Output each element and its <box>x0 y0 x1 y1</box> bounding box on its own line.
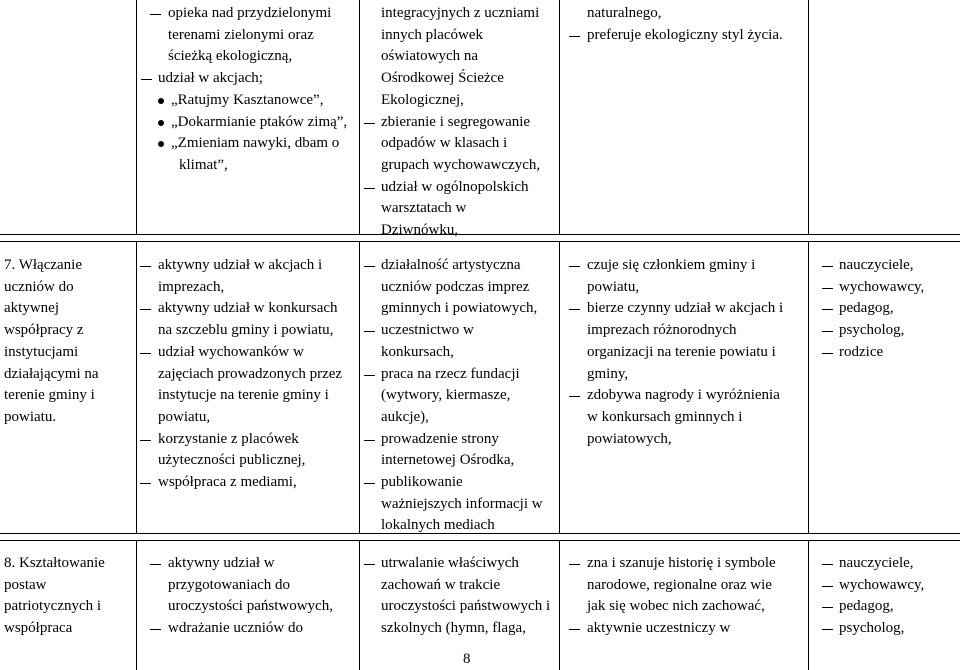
text-line: współpraca z mediami, <box>140 472 355 494</box>
dash-marker <box>141 79 152 80</box>
activities-cell <box>150 553 355 640</box>
text-line: aktywnie uczestniczy w <box>569 618 806 640</box>
text-line: Dziwnówku, <box>381 222 459 239</box>
dash-marker <box>822 331 833 332</box>
text-line: zna i szanuje historię i symbole <box>569 553 806 575</box>
text-line: (wytwory, kiermasze, <box>381 387 511 404</box>
text-line: konkursach, <box>381 343 454 360</box>
text-line: preferuje ekologiczny styl życia. <box>569 25 804 47</box>
text-line: aktywny udział w konkursach <box>140 298 355 320</box>
text-line: innych placówek <box>381 26 484 43</box>
dash-marker <box>569 36 580 37</box>
outcomes-cell <box>569 255 806 450</box>
text-line: przygotowaniach do <box>168 576 291 593</box>
page-number: 8 <box>463 651 471 667</box>
dash-marker <box>140 266 151 267</box>
table-border <box>136 0 137 234</box>
text-line: działalność artystyczna <box>364 255 556 277</box>
activities-cell <box>140 255 355 494</box>
text-line: wdrażanie uczniów do <box>150 618 355 640</box>
dash-marker <box>822 564 833 565</box>
text-line: Ośrodkowej Ścieżce <box>381 70 504 87</box>
text-line: zdobywa nagrody i wyróżnienia <box>569 385 806 407</box>
text-line: gminnych i powiatowych, <box>381 300 538 317</box>
dash-marker <box>569 309 580 310</box>
text-line: patriotycznych i <box>4 598 102 615</box>
table-border <box>136 241 137 533</box>
text-line: współpraca <box>4 620 73 637</box>
dash-marker <box>822 288 833 289</box>
text-line: powiatowych, <box>587 430 672 447</box>
text-line: użyteczności publicznej, <box>158 452 306 469</box>
dash-marker <box>822 629 833 630</box>
responsible-cell <box>822 255 958 364</box>
table-border <box>559 540 560 670</box>
dash-marker <box>822 607 833 608</box>
text-line: integracyjnych z uczniami <box>381 5 540 21</box>
dash-marker <box>364 188 375 189</box>
text-line: wychowawcy, <box>822 575 958 597</box>
text-line: nauczyciele, <box>822 553 958 575</box>
text-line: prowadzenie strony <box>364 429 556 451</box>
dash-marker <box>140 353 151 354</box>
dash-marker <box>822 586 833 587</box>
dash-marker <box>569 629 580 630</box>
dash-marker <box>569 396 580 397</box>
text-line: uczestnictwo w <box>364 320 556 342</box>
text-line: uroczystości państwowych, <box>168 598 333 615</box>
text-line: instytucje na terenie gminy i <box>158 387 329 404</box>
dash-marker <box>150 564 161 565</box>
dash-marker <box>569 266 580 267</box>
text-line: naturalnego, <box>587 5 662 21</box>
text-line: na szczeblu gminy i powiatu, <box>158 322 334 339</box>
text-line: korzystanie z placówek <box>140 429 355 451</box>
text-line: Ekologicznej, <box>381 91 464 108</box>
text-line: 8. Kształtowanie <box>4 555 105 571</box>
text-line: terenie gminy i <box>4 387 95 404</box>
text-line: w konkursach gminnych i <box>587 408 743 425</box>
text-line: pedagog, <box>822 596 958 618</box>
dash-marker <box>150 629 161 630</box>
bullet-marker <box>158 120 164 126</box>
dash-marker <box>140 309 151 310</box>
text-line: wychowawcy, <box>822 277 958 299</box>
dash-marker <box>140 440 151 441</box>
text-line: narodowe, regionalne oraz wie <box>587 576 772 593</box>
table-border <box>0 540 960 541</box>
text-line: szkolnych (hymn, flaga, <box>381 620 526 637</box>
text-line: zachowań w trakcie <box>381 576 501 593</box>
text-line: klimat”, <box>179 156 228 173</box>
text-line: aktywny udział w akcjach i <box>140 255 355 277</box>
dash-marker <box>364 331 375 332</box>
dash-marker <box>569 564 580 565</box>
dash-marker <box>364 564 375 565</box>
methods-cell <box>364 553 558 640</box>
table-border <box>359 540 360 670</box>
dash-marker <box>364 375 375 376</box>
dash-marker <box>364 123 375 124</box>
text-line: zbieranie i segregowanie <box>364 112 554 134</box>
outcomes-cell <box>569 3 804 46</box>
dash-marker <box>140 483 151 484</box>
dash-marker <box>822 353 833 354</box>
dash-marker <box>364 483 375 484</box>
table-border <box>808 241 809 533</box>
methods-cell <box>364 3 554 242</box>
text-line: powiatu. <box>4 408 57 425</box>
text-line: aktywny udział w <box>150 553 355 575</box>
text-line: oświatowych na <box>381 48 479 65</box>
text-line: odpadów w klasach i <box>381 135 508 152</box>
text-line: aktywnej <box>4 300 59 317</box>
table-border <box>559 241 560 533</box>
text-line: imprezach, <box>158 278 225 295</box>
text-line: rodzice <box>822 342 958 364</box>
text-line: warsztatach w <box>381 200 467 217</box>
text-line: opieka nad przydzielonymi <box>150 3 355 25</box>
text-line: powiatu, <box>158 408 211 425</box>
text-line: powiatu, <box>587 278 640 295</box>
dash-marker <box>364 266 375 267</box>
text-line: organizacji na terenie powiatu i <box>587 343 776 360</box>
text-line: uczniów do <box>4 278 74 295</box>
text-line: udział wychowanków w <box>140 342 355 364</box>
methods-cell <box>364 255 556 537</box>
bullet-marker <box>158 98 164 104</box>
text-line: ścieżką ekologiczną, <box>168 48 293 65</box>
dash-marker <box>822 266 833 267</box>
text-line: uczniów podczas imprez <box>381 278 530 295</box>
text-line: praca na rzecz fundacji <box>364 364 556 386</box>
text-line: „Dokarmianie ptaków zimą”, <box>150 112 355 134</box>
outcomes-cell <box>569 553 806 640</box>
text-line: psycholog, <box>822 618 958 640</box>
text-line: instytucjami <box>4 343 79 360</box>
table-border <box>559 0 560 234</box>
text-line: bierze czynny udział w akcjach i <box>569 298 806 320</box>
table-border <box>808 540 809 670</box>
text-line: jak się wobec nich zachować, <box>587 598 765 615</box>
text-line: współpracy z <box>4 322 84 339</box>
text-line: gminy, <box>587 365 629 382</box>
task-title-cell <box>4 553 134 640</box>
text-line: internetowej Ośrodka, <box>381 452 515 469</box>
text-line: zajęciach prowadzonych przez <box>158 365 343 382</box>
text-line: pedagog, <box>822 298 958 320</box>
text-line: udział w ogólnopolskich <box>364 177 554 199</box>
dash-marker <box>822 309 833 310</box>
text-line: psycholog, <box>822 320 958 342</box>
dash-marker <box>364 440 375 441</box>
table-border <box>359 0 360 234</box>
text-line: terenami zielonymi oraz <box>168 26 314 43</box>
text-line: lokalnych mediach <box>381 517 495 534</box>
text-line: uroczystości państwowych i <box>381 598 551 615</box>
task-title-cell <box>4 255 132 429</box>
text-line: działającymi na <box>4 365 99 382</box>
text-line: udział w akcjach; <box>150 68 355 90</box>
responsible-cell <box>822 553 958 640</box>
text-line: ważniejszych informacji w <box>381 495 543 512</box>
bullet-marker <box>158 141 164 147</box>
text-line: imprezach różnorodnych <box>587 322 737 339</box>
table-border <box>808 0 809 234</box>
text-line: „Ratujmy Kasztanowce”, <box>150 90 355 112</box>
activities-cell <box>150 3 355 177</box>
text-line: publikowanie <box>364 472 556 494</box>
text-line: grupach wychowawczych, <box>381 156 541 173</box>
table-border <box>136 540 137 670</box>
text-line: aukcje), <box>381 408 429 425</box>
dash-marker <box>150 14 161 15</box>
text-line: „Zmieniam nawyki, dbam o <box>150 133 355 155</box>
text-line: nauczyciele, <box>822 255 958 277</box>
text-line: utrwalanie właściwych <box>364 553 558 575</box>
text-line: czuje się członkiem gminy i <box>569 255 806 277</box>
text-line: postaw <box>4 576 47 593</box>
table-border <box>359 241 360 533</box>
text-line: 7. Włączanie <box>4 257 83 273</box>
